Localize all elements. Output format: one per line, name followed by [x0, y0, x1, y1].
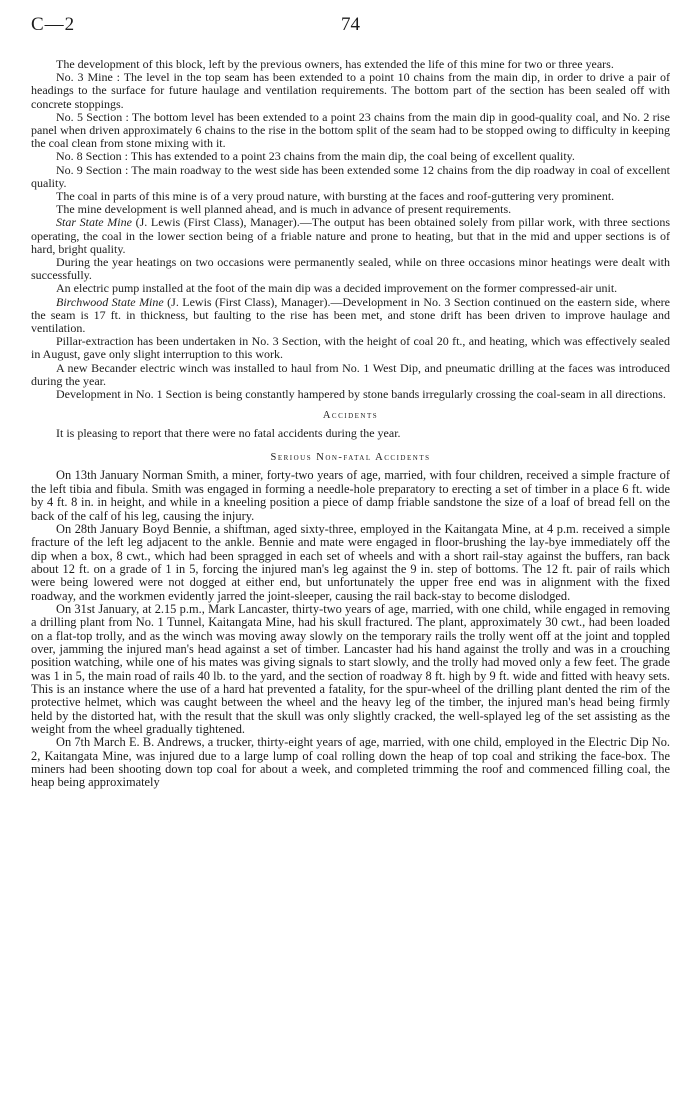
paragraph: It is pleasing to report that there were no fatal accidents during the year.: [56, 426, 401, 441]
birchwood-mine-paragraph: [31, 296, 670, 336]
accident-paragraph: On 31st January, at 2.15 p.m., Mark Lancaster, thirty-two years of age, married, with one child, while engaged in removing a drilling plant from No. 1 Tunnel, Kaitangata Mine, had his skull fractured. The plant, approximately 30 cwt., had been loaded on a flat-top trolly, and as the winch was moving away slowly on the temporary rails the trolly went off at the joint and toppled over, jamming the injured man's head against a set of timber. Lancaster had his hand against the trolly and was in a crouching position watching, while one of his mates was giving signals to start slowly, and the trolly had moved only a few feet. The grade was 1 in 5, the main road of rails 40 lb. to the yard, and the section of roadway 8 ft. high by 9 ft. wide and fitted with heavy sets. This is an instance where the use of a hard hat prevented a fatality, for the spur-wheel of the drilling plant dented the rim of the protective helmet, which was caught between the wheel and the heavy leg of the timber, the injured man's head being firmly held by the distorted hat, with the result that the skull was only slightly cracked, the well-splayed leg of the set assisting as the weight from the wheel gradually tightened.: [31, 601, 670, 737]
paragraph-text: (J. Lewis (First Class), Manager).—The output has been obtained solely from pillar work, with three sections operating, the coal in the lower section being of a friable nature and prone to heating, but that in the mid and upper sections is of hard, bright quality.: [31, 215, 671, 256]
mine-name: Birchwood State Mine: [56, 294, 164, 309]
paragraph: The mine development is well planned ahead, and is much in advance of present requirements.: [56, 202, 512, 217]
accident-paragraph: On 7th March E. B. Andrews, a trucker, thirty-eight years of age, married, with one child, employed in the Electric Dip No. 2, Kaitangata Mine, was injured due to a large lump of coal rolling down the heap of top coal and striking the face-box. The miners had been shooting down top coal for about a week, and completed trimming the roof and commenced filling coal, the heap being approximately: [31, 735, 670, 790]
serious-accidents-section: [31, 469, 670, 789]
section-heading-accidents: Accidents: [322, 410, 379, 422]
star-mine-paragraph: [31, 216, 670, 256]
paragraph: The coal in parts of this mine is of a very proud nature, with bursting at the faces and roof-guttering very prominent.: [56, 189, 615, 204]
paragraph: No. 5 Section : The bottom level has been extended to a point 23 chains from the main dip in good-quality coal, and No. 2 rise panel when driven approximately 6 chains to the rise in the bottom split of the seam had to be stopped owing to difficulty in keeping the coal clean from stone mixing with it.: [31, 109, 670, 151]
accident-paragraph: On 28th January Boyd Bennie, a shiftman, aged sixty-three, employed in the Kaitangata Mine, at 4 p.m. received a simple fracture of the left leg adjacent to the ankle. Bennie and mate were engaged in floor-brushing the lay-bye immediately off the dip when a box, 8 cwt., which had been spragged in each set of wheels and with a short rail-stay against the buffers, ran back about 12 ft. on a grade of 1 in 5, forcing the injured man's leg against the 9 in. step of bottoms. The 12 ft. pair of rails which were being lowered were not dogged at either end, but unfortunately the upper free end was in alignment with the fixed roadway, and the workmen evidently jarred the joint-sleeper, causing the rail back-stay to become dislodged.: [31, 521, 670, 603]
document-reference: C—2: [31, 14, 76, 35]
paragraph: During the year heatings on two occasions were permanently sealed, while on three occasions minor heatings were dealt with successfully.: [31, 255, 670, 283]
paragraph: No. 8 Section : This has extended to a point 23 chains from the main dip, the coal being of excellent quality.: [56, 149, 575, 164]
paragraph: Development in No. 1 Section is being constantly hampered by stone bands irregularly crossing the coal-seam in all directions.: [56, 387, 666, 402]
paragraph: An electric pump installed at the foot of the main dip was a decided improvement on the former compressed-air unit.: [56, 281, 618, 296]
page-header: [31, 14, 670, 40]
page-body: [31, 58, 670, 790]
page-number: 74: [341, 14, 360, 35]
paragraph-text: (J. Lewis (First Class), Manager).—Development in No. 3 Section continued on the eastern side, where the seam is 17 ft. in thickness, but faulting to the rise has been met, and stone drift has been driven to improve haulage and ventilation.: [31, 294, 670, 336]
paragraph: The development of this block, left by the previous owners, has extended the life of this mine for two or three years.: [56, 57, 614, 71]
paragraph: A new Becander electric winch was installed to haul from No. 1 West Dip, and pneumatic drilling at the faces was introduced during the year.: [31, 360, 670, 388]
mine-name: Star State Mine: [56, 215, 132, 230]
section-heading-serious-accidents: Serious Non-fatal Accidents: [270, 452, 431, 464]
accident-paragraph: On 13th January Norman Smith, a miner, forty-two years of age, married, with four children, received a simple fracture of the left tibia and fibula. Smith was engaged in forming a needle-hole preparatory to erecting a set of timber in a place 6 ft. wide by 4 ft. 8 in. in height, and while in a kneeling position a piece of damp friable sandstone the size of a loaf of bread fell on the back of the calf of his leg, causing the injury.: [31, 468, 670, 523]
paragraph: Pillar-extraction has been undertaken in No. 3 Section, with the height of coal 20 ft., and heating, which was effectively sealed in August, gave only slight interruption to this work.: [31, 334, 670, 362]
paragraph: No. 3 Mine : The level in the top seam has been extended to a point 10 chains from the main dip, in order to drive a pair of headings to the surface for future haulage and ventilation requirements. The bottom part of the section has been sealed off with concrete stoppings.: [31, 70, 670, 111]
paragraph: No. 9 Section : The main roadway to the west side has been extended some 12 chains from the dip roadway in coal of excellent quality.: [31, 162, 670, 190]
